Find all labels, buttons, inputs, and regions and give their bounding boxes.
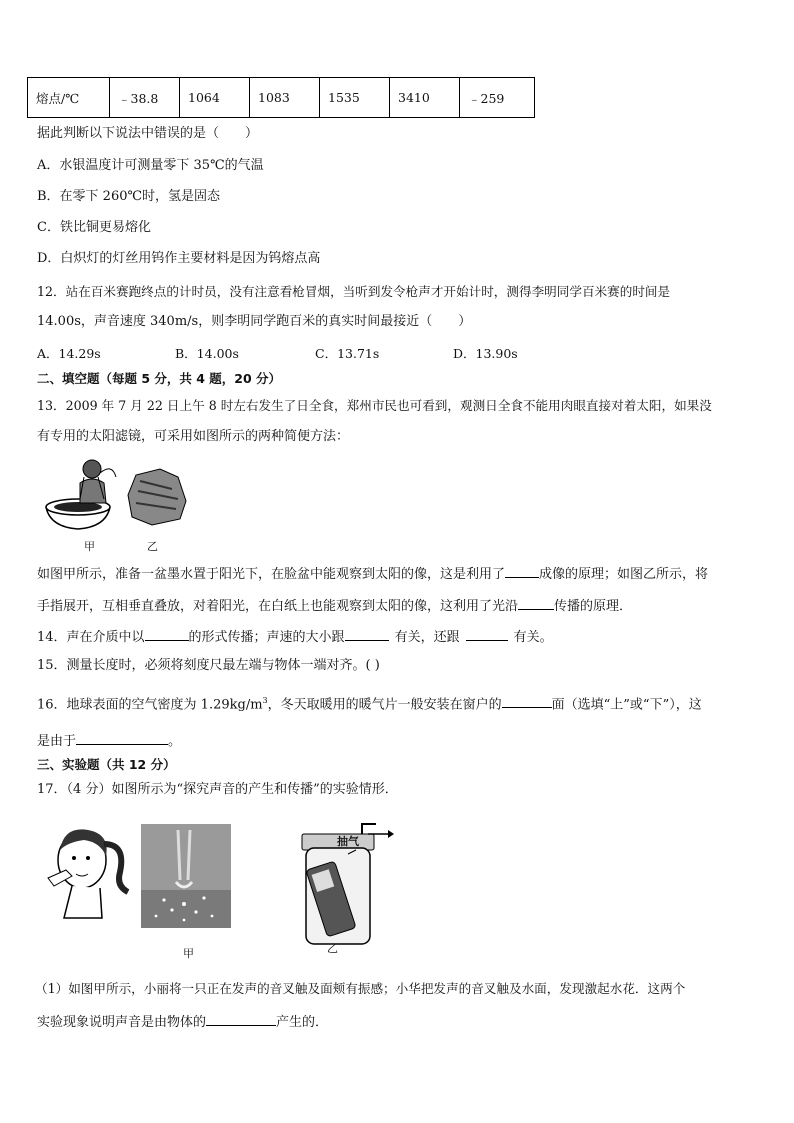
q16-superscript: 3 [262,696,268,705]
q13-p1-text-b: 成像的原理；如图乙所示，将 [539,567,709,582]
q12-line2: 14.00s，声音速度 340m/s，则李明同学跑百米的真实时间最接近（ ） [37,314,472,329]
section-heading-experiment: 三、实验题（共 12 分） [37,757,176,772]
q16-text-d: 是由于 [37,734,77,749]
q17-stem: 17．（4 分）如图所示为“探究声音的产生和传播”的实验情形． [37,782,398,797]
q14-blank-1[interactable] [145,626,189,641]
q17-p2-text-a: 实验现象说明声音是由物体的 [37,1015,207,1030]
hands-illustration [128,469,186,525]
q16-text-a: 16．地球表面的空气密度为 1.29kg/m [37,697,263,713]
q17-p2-text-b: 产生的． [276,1015,329,1030]
table-cell: 1064 [180,78,250,118]
table-cell: 1535 [320,78,390,118]
q13-p1-text-a: 如图甲所示，准备一盆墨水置于阳光下，在脸盆中能观察到太阳的像，这是利用了 [37,567,506,582]
q11-option-d: D．白炽灯的灯丝用钨作主要材料是因为钨熔点高 [37,251,321,266]
table-cell: 1083 [250,78,320,118]
q17-paragraph-2 [37,1011,328,1032]
q13-line2: 有专用的太阳滤镜，可采用如图所示的两种简便方法： [37,429,350,444]
table-cell: ﹣38.8 [110,78,180,118]
table-header-cell: 熔点/℃ [28,78,110,118]
q17-paragraph-1: （1）如图甲所示，小丽将一只正在发声的音叉触及面颊有振感；小华把发声的音叉触及水面，发现激起水花．这两个 [35,981,686,996]
q13-paragraph-1 [37,563,708,584]
q16-text-c: 面（选填“上”或“下”），这 [551,697,702,713]
q11-option-a: A．水银温度计可测量零下 35℃的气温 [37,158,264,173]
q14-text-d: 有关。 [513,630,553,645]
q13-figure [40,455,190,535]
girl-tuning-fork-illustration [48,829,128,918]
q13-paragraph-2 [37,595,632,616]
q13-p2-text-a: 手指展开，互相垂直叠放，对着阳光，在白纸上也能观察到太阳的像，这利用了光沿 [37,599,519,614]
fork-in-water-photo [141,824,231,928]
q13-figure-label-a: 甲 [84,540,95,553]
q11-stem: 据此判断以下说法中错误的是（ ） [37,126,259,141]
q14-text-b: 的形式传播；声速的大小跟 [188,630,345,645]
q11-option-b: B．在零下 260℃时，氢是固态 [37,189,221,204]
q14-text-a: 14．声在介质中以 [37,630,145,645]
q13-line1: 13．2009 年 7 月 22 日上午 8 时左右发生了日全食，郑州市民也可看到，观测日全食不能用肉眼直接对着太阳，如果没 [37,398,712,413]
melting-point-table [27,77,535,118]
q15: 15．测量长度时，必须将刻度尺最左端与物体一端对齐。( ) [37,658,380,673]
q12-option-d: D．13.90s [453,346,518,361]
q14-blank-3[interactable] [466,626,508,641]
table-row [28,78,535,118]
q17-blank-1[interactable] [206,1011,276,1026]
q16-text-e: 。 [168,734,182,749]
q13-p2-text-b: 传播的原理． [554,599,633,614]
q12-line1: 12．站在百米赛跑终点的计时员，没有注意看枪冒烟，当听到发令枪声才开始计时，测得李明同学百米赛的时间是 [37,284,671,299]
q16-line1 [37,692,702,714]
q12-option-a: A．14.29s [37,346,101,361]
q16-blank-2[interactable] [76,730,168,745]
table-cell: ﹣259 [460,78,535,118]
q14-text-c: 有关，还跟 [394,630,460,645]
q17-figure-label-a: 甲 [183,947,194,960]
q11-option-c: C．铁比铜更易熔化 [37,220,151,235]
q13-blank-2[interactable] [518,595,554,610]
q12-option-c: C．13.71s [315,346,380,361]
basin-reflection-illustration [46,460,116,529]
q16-text-b: ，冬天取暖用的暖气片一般安装在窗户的 [267,697,502,713]
q16-line2 [37,730,181,751]
q13-figure-label-b: 乙 [147,540,158,553]
table-cell: 3410 [390,78,460,118]
q14 [37,626,553,647]
q16-blank-1[interactable] [502,693,552,708]
q17-pump-label: 抽气 [337,835,359,848]
q14-blank-2[interactable] [345,626,389,641]
q13-blank-1[interactable] [505,563,539,578]
section-heading-fill-in: 二、填空题（每题 5 分，共 4 题，20 分） [37,371,282,386]
q12-option-b: B．14.00s [175,346,239,361]
q17-figure-label-b: 乙 [327,942,338,955]
